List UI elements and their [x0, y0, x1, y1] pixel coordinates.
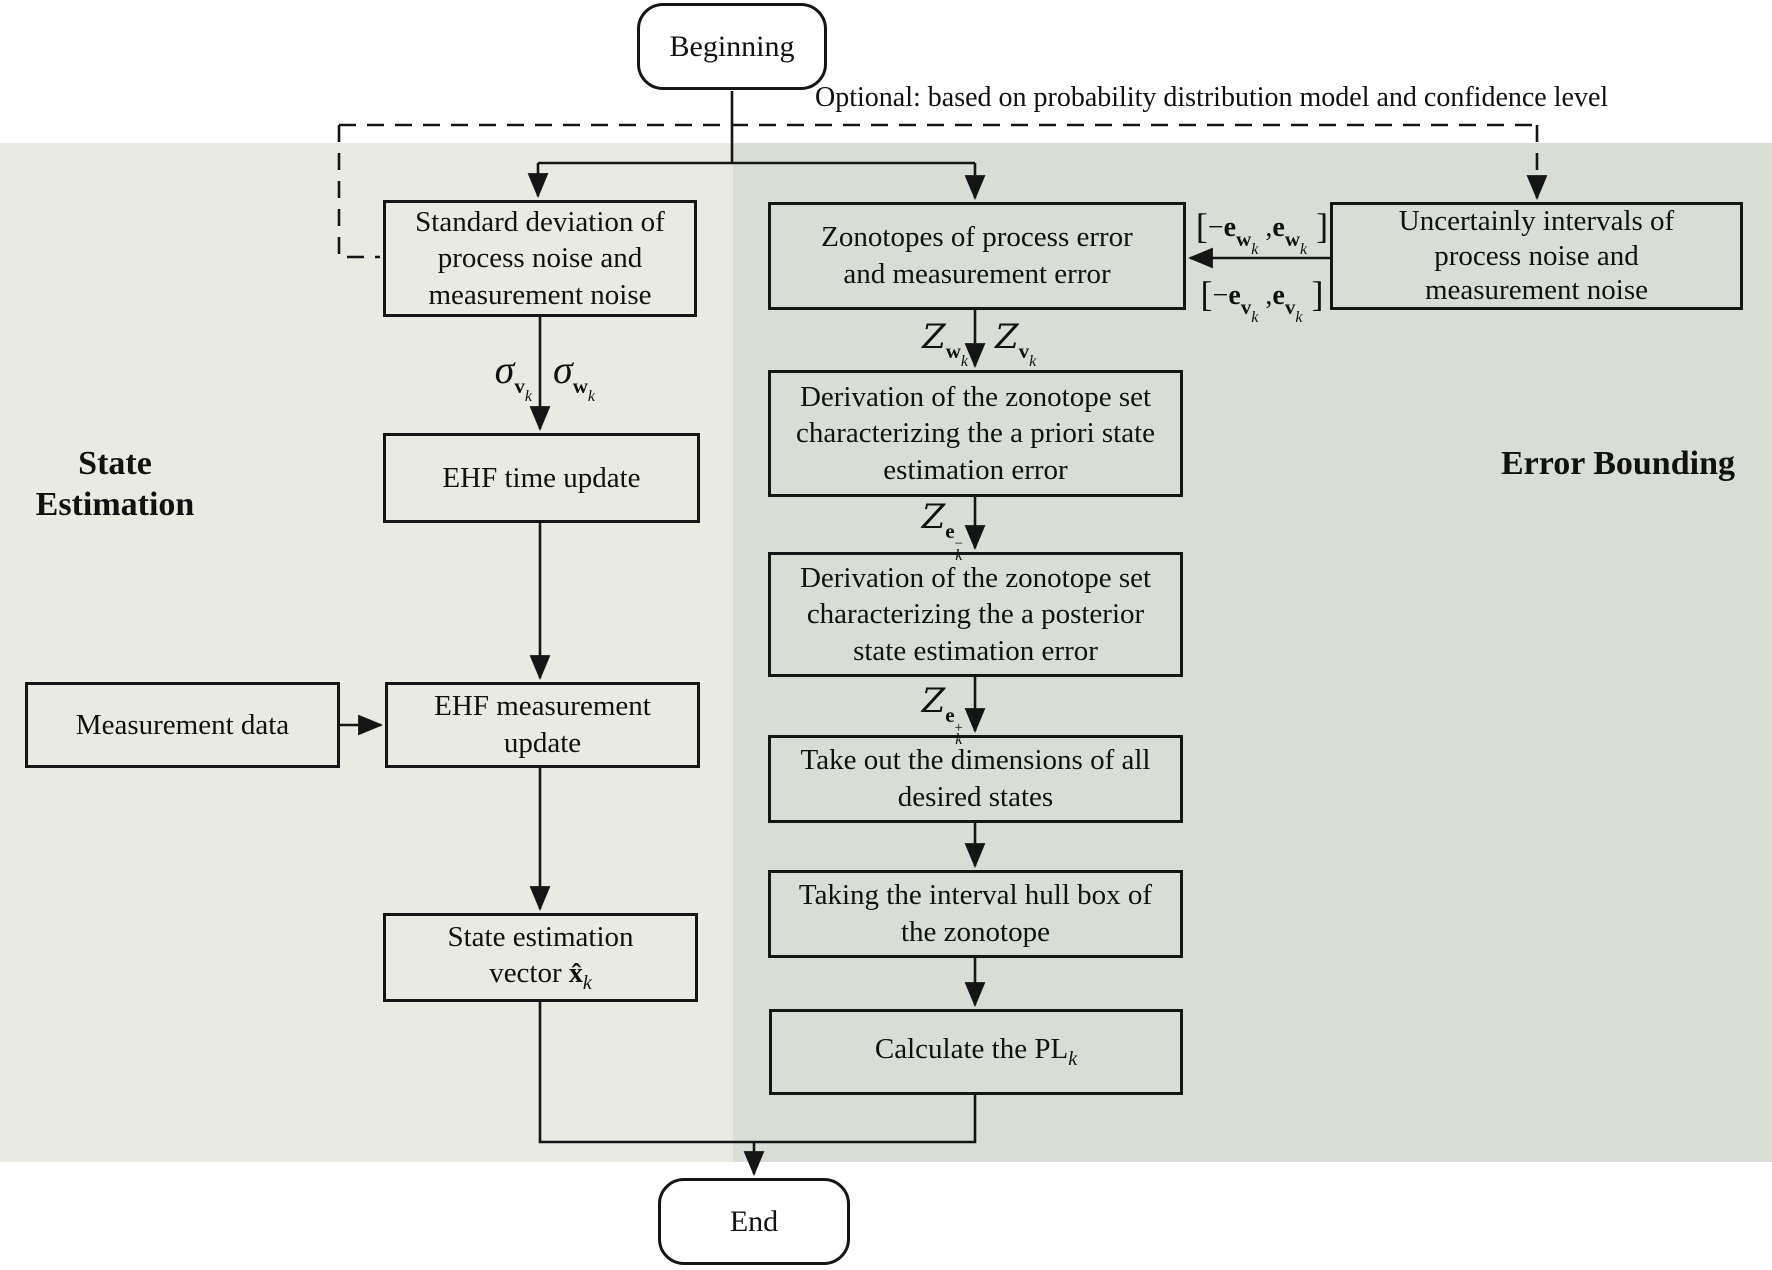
- calculate-pl-line: Calculate the $PL_k$: [874, 1033, 1078, 1071]
- node-zonotopes: Zonotopes of process error and measurement error: [768, 202, 1186, 310]
- node-beginning: Beginning: [637, 3, 827, 90]
- node-derivation-priori: Derivation of the zonotope set characterizing the a priori state estimation error: [768, 370, 1183, 497]
- state-estimation-label-line1: State: [78, 445, 152, 482]
- node-state-estimation-vector: [383, 913, 698, 1002]
- state-vector-line2: vector $x̂_k$: [489, 957, 592, 995]
- connector-optional-dashed-left: [339, 125, 380, 257]
- node-measurement-data: Measurement data: [25, 682, 340, 768]
- node-uncertainty-intervals: Uncertainly intervals of process noise and measurement noise: [1330, 202, 1743, 310]
- node-take-out-dimensions: Take out the dimensions of all desired states: [768, 735, 1183, 823]
- label-zonotope-e-minus: Ze − k: [921, 497, 963, 564]
- node-end: End: [658, 1178, 850, 1265]
- optional-note: Optional: based on probability distribution model and confidence level: [815, 82, 1609, 113]
- label-interval-v: [−evk ,evk ]: [1200, 274, 1324, 326]
- node-derivation-posterior: Derivation of the zonotope set characterizing the a posterior state estimation error: [768, 552, 1183, 677]
- node-ehf-measurement-update: EHF measurement update: [385, 682, 700, 768]
- node-standard-deviation: Standard deviation of process noise and measurement noise: [383, 200, 697, 317]
- label-zonotope-e-plus: Ze + k: [921, 681, 963, 748]
- state-estimation-label: [15, 444, 215, 526]
- label-zonotope-v: Zvk: [995, 317, 1037, 370]
- label-zonotope-w: Zwk: [922, 317, 968, 370]
- label-sigma-v: σvk: [494, 347, 532, 405]
- error-bounding-label: Error Bounding: [1501, 445, 1735, 482]
- node-calculate-pl: [769, 1009, 1183, 1095]
- node-interval-hull: Taking the interval hull box of the zonotope: [768, 870, 1183, 958]
- node-ehf-time-update: EHF time update: [383, 433, 700, 523]
- label-interval-w: [−ewk ,ewk ]: [1195, 206, 1329, 258]
- state-vector-line1: State estimation: [447, 920, 634, 953]
- label-sigma-w: σwk: [553, 347, 596, 405]
- state-estimation-label-line2: Estimation: [35, 485, 195, 523]
